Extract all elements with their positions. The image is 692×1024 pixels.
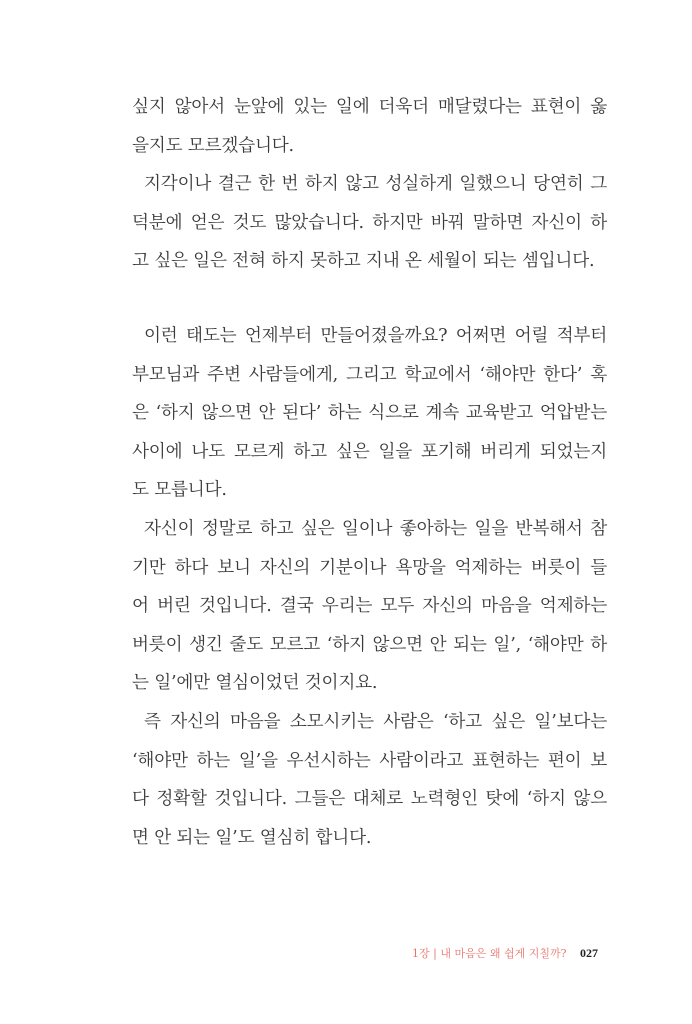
text-line: 도 모릅니다. [132,480,227,501]
text-line: 지각이나 결근 한 번 하지 않고 성실하게 일했으니 당연히 그 [144,174,607,195]
text-line: 즉 자신의 마음을 소모시키는 사람은 ‘하고 싶은 일’보다는 [144,711,607,732]
text-line: 버릇이 생긴 줄도 모르고 ‘하지 않으면 안 되는 일’, ‘해야만 하 [132,634,607,655]
page-footer [412,943,598,963]
section-break [132,281,607,317]
text-line: 기만 하다 보니 자신의 기분이나 욕망을 억제하는 버릇이 들 [132,557,607,578]
text-line: 어 버린 것입니다. 결국 우리는 모두 자신의 마음을 억제하는 [132,596,607,617]
running-header-chapter: 1장 | 내 마음은 왜 쉽게 지칠까? [412,947,567,960]
body-text [132,88,607,857]
text-line: 이런 태도는 언제부터 만들어졌을까요? 어쩌면 어릴 적부터 [144,325,607,346]
text-line: 는 일’에만 열심이었던 것이지요. [132,673,378,694]
text-line: 부모님과 주변 사람들에게, 그리고 학교에서 ‘해야만 한다’ 혹 [132,364,607,385]
text-line: 덕분에 얻은 것도 많았습니다. 하지만 바꿔 말하면 자신이 하 [132,212,607,233]
text-line: 다 정확할 것입니다. 그들은 대체로 노력형인 탓에 ‘하지 않으 [132,789,607,810]
text-line: ‘해야만 하는 일’을 우선시하는 사람이라고 표현하는 편이 보 [132,750,607,771]
text-line: 고 싶은 일은 전혀 하지 못하고 지내 온 세월이 되는 셈입니다. [132,251,595,272]
text-line: 싶지 않아서 눈앞에 있는 일에 더욱더 매달렸다는 표현이 옳 [132,97,607,117]
text-line: 면 안 되는 일’도 열심히 합니다. [132,827,372,848]
text-line: 사이에 나도 모르게 하고 싶은 일을 포기해 버리게 되었는지 [132,441,607,462]
text-line: 을지도 모르겠습니다. [132,135,294,156]
text-line: 은 ‘하지 않으면 안 된다’ 하는 식으로 계속 교육받고 억압받는 [132,403,607,424]
page-number: 027 [580,945,598,960]
text-line: 자신이 정말로 하고 싶은 일이나 좋아하는 일을 반복해서 참 [144,518,607,539]
